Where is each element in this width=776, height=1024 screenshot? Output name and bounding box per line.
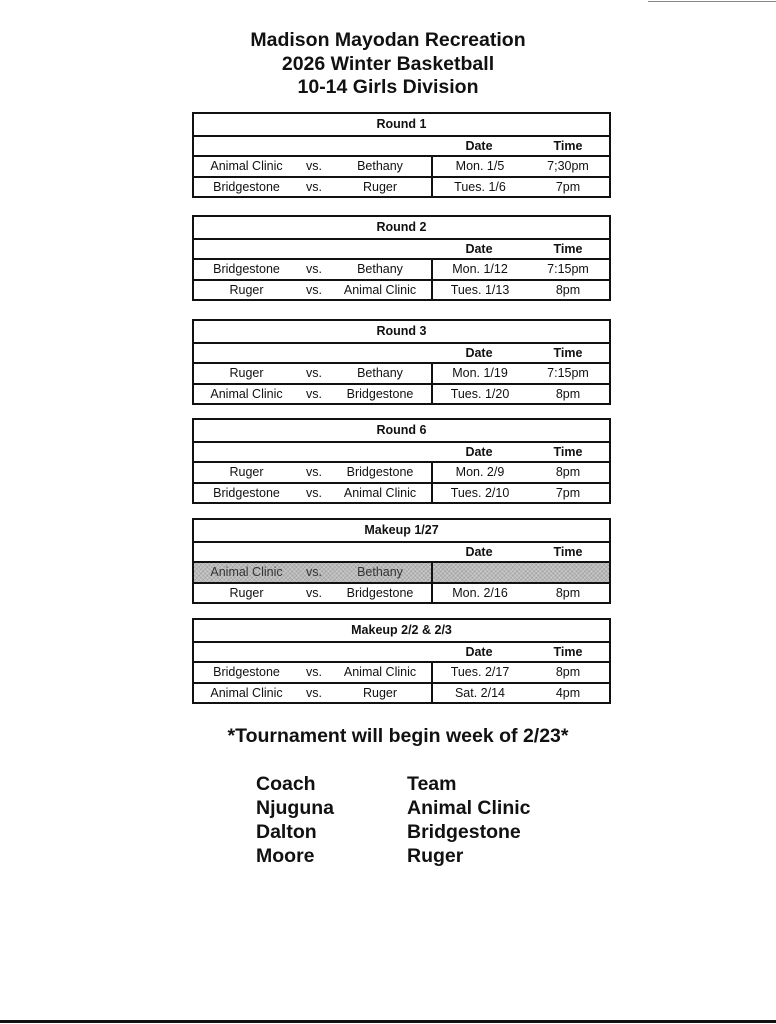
- game-date: Mon. 1/12: [431, 260, 527, 279]
- game-time: 8pm: [555, 465, 581, 480]
- home-team: Animal Clinic: [210, 685, 283, 700]
- coach-name: Moore: [256, 845, 315, 867]
- home-team: Bridgestone: [213, 262, 280, 277]
- game-date: Sat. 2/14: [431, 684, 527, 703]
- game-row: [194, 155, 609, 176]
- time-header: Time: [553, 444, 583, 459]
- versus-label: vs.: [306, 665, 322, 680]
- home-team: Ruger: [229, 465, 264, 480]
- game-date: Tues. 1/6: [431, 178, 527, 197]
- coach-header: Coach: [256, 773, 316, 795]
- game-row: [194, 362, 609, 383]
- game-time: 7:15pm: [547, 262, 589, 277]
- time-header: Time: [553, 644, 583, 659]
- home-team: Ruger: [229, 282, 264, 297]
- game-date: Tues. 1/13: [431, 281, 527, 300]
- away-team: Bethany: [357, 262, 403, 277]
- column-header-row: [194, 441, 609, 462]
- game-date: Tues. 1/20: [431, 385, 527, 404]
- home-team: Animal Clinic: [210, 386, 283, 401]
- away-team: Bridgestone: [346, 386, 414, 401]
- game-time: 7pm: [555, 179, 581, 194]
- column-header-row: [194, 541, 609, 562]
- roster-coach-column: [256, 772, 334, 868]
- game-row: [194, 661, 609, 682]
- round-title: Round 1: [376, 117, 427, 132]
- coach-name: Njuguna: [256, 797, 334, 819]
- game-date: Tues. 2/10: [431, 484, 527, 503]
- time-header: Time: [553, 138, 583, 153]
- page-title: [0, 29, 776, 100]
- away-team: Bridgestone: [346, 585, 414, 600]
- versus-label: vs.: [306, 262, 322, 277]
- scan-edge-line: [648, 1, 776, 2]
- column-header-row: [194, 135, 609, 156]
- round-title-row: [194, 620, 609, 641]
- away-team: Bridgestone: [346, 465, 414, 480]
- title-season: 2026 Winter Basketball: [281, 52, 495, 75]
- time-header: Time: [553, 544, 583, 559]
- away-team: Bethany: [357, 565, 403, 580]
- game-date: Mon. 1/5: [431, 157, 527, 176]
- game-row: [194, 461, 609, 482]
- home-team: Bridgestone: [213, 179, 280, 194]
- game-row: [194, 582, 609, 603]
- versus-label: vs.: [306, 485, 322, 500]
- schedule-table: [192, 215, 611, 301]
- title-organization: Madison Mayodan Recreation: [250, 29, 526, 51]
- versus-label: vs.: [306, 386, 322, 401]
- date-header: Date: [465, 345, 493, 360]
- column-header-row: [194, 342, 609, 363]
- title-division: 10-14 Girls Division: [297, 76, 479, 98]
- column-header-row: [194, 641, 609, 662]
- game-time: 8pm: [555, 386, 581, 401]
- column-header-row: [194, 238, 609, 259]
- game-date: Mon. 1/19: [431, 364, 527, 383]
- round-title: Round 2: [376, 220, 427, 235]
- date-header: Date: [465, 444, 493, 459]
- home-team: Ruger: [229, 585, 264, 600]
- away-team: Animal Clinic: [343, 485, 417, 500]
- round-title-row: [194, 321, 609, 342]
- away-team: Animal Clinic: [343, 282, 417, 297]
- home-team: Animal Clinic: [210, 159, 283, 174]
- team-header: Team: [407, 773, 457, 795]
- schedule-table: [192, 618, 611, 704]
- versus-label: vs.: [306, 179, 322, 194]
- away-team: Ruger: [362, 685, 398, 700]
- game-time: 4pm: [555, 685, 581, 700]
- team-name: Animal Clinic: [407, 797, 531, 819]
- game-row: [194, 682, 609, 703]
- away-team: Animal Clinic: [343, 665, 417, 680]
- versus-label: vs.: [306, 565, 322, 580]
- game-row: [194, 561, 609, 582]
- versus-label: vs.: [306, 366, 322, 381]
- game-date: Mon. 2/16: [431, 584, 527, 603]
- date-header: Date: [465, 644, 493, 659]
- round-title-row: [194, 114, 609, 135]
- time-header: Time: [553, 241, 583, 256]
- game-row: [194, 482, 609, 503]
- home-team: Bridgestone: [213, 665, 280, 680]
- round-title: Round 3: [376, 324, 427, 339]
- date-header: Date: [465, 138, 493, 153]
- home-team: Bridgestone: [213, 485, 280, 500]
- schedule-table: [192, 418, 611, 504]
- round-title: Makeup 2/2 & 2/3: [351, 623, 452, 638]
- coach-name: Dalton: [256, 821, 317, 843]
- tournament-note: *Tournament will begin week of 2/23*: [227, 725, 569, 747]
- game-time: 7:15pm: [547, 366, 589, 381]
- versus-label: vs.: [306, 585, 322, 600]
- game-row: [194, 383, 609, 404]
- schedule-table: [192, 518, 611, 604]
- date-header: Date: [465, 544, 493, 559]
- game-row: [194, 258, 609, 279]
- versus-label: vs.: [306, 685, 322, 700]
- game-time: 7;30pm: [547, 159, 589, 174]
- game-row: [194, 279, 609, 300]
- game-date: Mon. 2/9: [431, 463, 527, 482]
- game-time: 7pm: [555, 485, 581, 500]
- game-row: [194, 176, 609, 197]
- round-title-row: [194, 217, 609, 238]
- away-team: Ruger: [362, 179, 398, 194]
- schedule-table: [192, 319, 611, 405]
- home-team: Ruger: [229, 366, 264, 381]
- away-team: Bethany: [357, 159, 403, 174]
- game-date: [431, 563, 527, 582]
- versus-label: vs.: [306, 465, 322, 480]
- roster-team-column: [407, 772, 531, 868]
- game-time: 8pm: [555, 585, 581, 600]
- away-team: Bethany: [357, 366, 403, 381]
- versus-label: vs.: [306, 282, 322, 297]
- time-header: Time: [553, 345, 583, 360]
- round-title: Round 6: [376, 423, 427, 438]
- schedule-table: [192, 112, 611, 198]
- game-time: 8pm: [555, 282, 581, 297]
- game-date: Tues. 2/17: [431, 663, 527, 682]
- round-title-row: [194, 520, 609, 541]
- versus-label: vs.: [306, 159, 322, 174]
- round-title: Makeup 1/27: [364, 523, 439, 538]
- team-name: Bridgestone: [407, 821, 521, 843]
- home-team: Animal Clinic: [210, 565, 283, 580]
- date-header: Date: [465, 241, 493, 256]
- scan-edge-line: [0, 1020, 776, 1023]
- team-name: Ruger: [407, 845, 464, 867]
- game-time: 8pm: [555, 665, 581, 680]
- round-title-row: [194, 420, 609, 441]
